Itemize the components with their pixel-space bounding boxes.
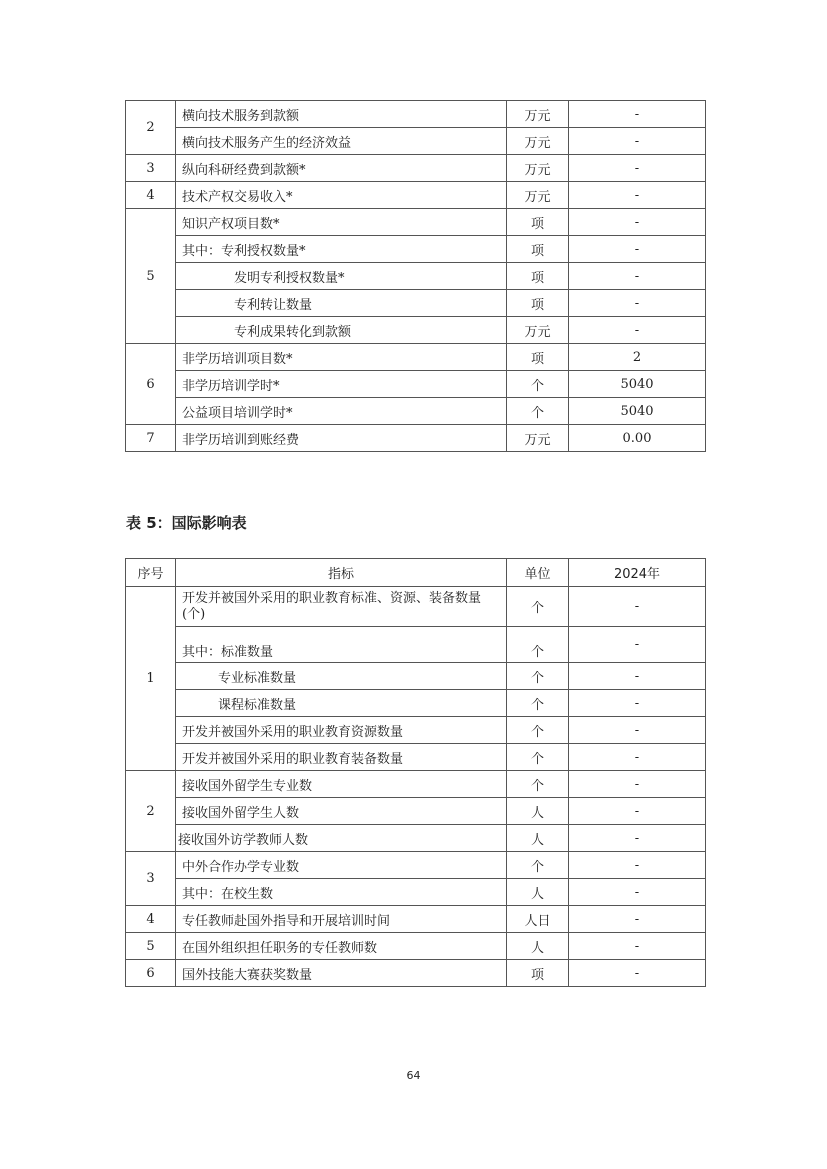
row-unit: 项 (507, 236, 569, 263)
table-row (126, 155, 706, 182)
table-row (126, 209, 706, 236)
row-value: 2 (569, 344, 706, 371)
row-indicator: 非学历培训学时* (176, 371, 507, 398)
row-indicator: 接收国外留学生专业数 (176, 771, 507, 798)
row-unit: 个 (507, 744, 569, 771)
row-value: 5040 (569, 398, 706, 425)
table-row (126, 425, 706, 452)
row-unit: 万元 (507, 425, 569, 452)
row-indicator: 纵向科研经费到款额* (176, 155, 507, 182)
row-indicator: 中外合作办学专业数 (176, 852, 507, 879)
table-row (126, 663, 706, 690)
table-row (126, 128, 706, 155)
row-indicator: 非学历培训项目数* (176, 344, 507, 371)
row-indicator: 知识产权项目数* (176, 209, 507, 236)
row-unit: 个 (507, 852, 569, 879)
row-value: - (569, 663, 706, 690)
row-indicator: 横向技术服务到款额 (176, 101, 507, 128)
row-unit: 个 (507, 371, 569, 398)
row-value: - (569, 128, 706, 155)
row-unit: 个 (507, 398, 569, 425)
row-value: - (569, 182, 706, 209)
table-row (126, 879, 706, 906)
row-unit: 个 (507, 690, 569, 717)
header-unit: 单位 (507, 559, 569, 587)
table-row (126, 371, 706, 398)
row-seq: 7 (126, 425, 176, 452)
row-unit: 人 (507, 798, 569, 825)
row-value: - (569, 690, 706, 717)
row-unit: 项 (507, 960, 569, 987)
table-row (126, 960, 706, 987)
row-unit: 人 (507, 879, 569, 906)
row-value: - (569, 236, 706, 263)
row-seq: 5 (126, 209, 176, 344)
row-unit: 万元 (507, 155, 569, 182)
row-indicator: 接收国外访学教师人数 (176, 825, 507, 852)
row-indicator: 横向技术服务产生的经济效益 (176, 128, 507, 155)
page-number: 64 (406, 1069, 421, 1082)
row-indicator: 发明专利授权数量* (176, 263, 507, 290)
table-row (126, 690, 706, 717)
table-row (126, 771, 706, 798)
table-row (126, 398, 706, 425)
row-unit: 个 (507, 587, 569, 627)
table-header-row (126, 559, 706, 587)
table-row (126, 933, 706, 960)
table-row (126, 182, 706, 209)
table5-caption: 表 5：国际影响表 (126, 514, 247, 532)
row-value: - (569, 933, 706, 960)
row-seq: 3 (126, 852, 176, 906)
row-indicator: 专利转让数量 (176, 290, 507, 317)
row-unit: 个 (507, 627, 569, 663)
row-unit: 项 (507, 344, 569, 371)
row-value: - (569, 101, 706, 128)
row-indicator: 专任教师赴国外指导和开展培训时间 (176, 906, 507, 933)
table-row (126, 852, 706, 879)
header-indicator: 指标 (176, 559, 507, 587)
international-influence-table (125, 558, 706, 987)
row-seq: 3 (126, 155, 176, 182)
row-value: 0.00 (569, 425, 706, 452)
row-unit: 项 (507, 290, 569, 317)
header-year: 2024年 (569, 559, 706, 587)
row-unit: 人 (507, 825, 569, 852)
row-unit: 项 (507, 263, 569, 290)
row-value: - (569, 798, 706, 825)
row-value: 5040 (569, 371, 706, 398)
table-row (126, 236, 706, 263)
row-unit: 万元 (507, 182, 569, 209)
row-indicator: 国外技能大赛获奖数量 (176, 960, 507, 987)
table-row (126, 587, 706, 627)
row-indicator: 专业标准数量 (176, 663, 507, 690)
row-indicator: 非学历培训到账经费 (176, 425, 507, 452)
row-value: - (569, 771, 706, 798)
row-seq: 2 (126, 771, 176, 852)
row-indicator: 开发并被国外采用的职业教育标准、资源、装备数量(个) (176, 587, 507, 627)
row-indicator: 公益项目培训学时* (176, 398, 507, 425)
row-unit: 个 (507, 771, 569, 798)
header-seq: 序号 (126, 559, 176, 587)
row-value: - (569, 906, 706, 933)
row-unit: 项 (507, 209, 569, 236)
row-indicator: 开发并被国外采用的职业教育资源数量 (176, 717, 507, 744)
row-seq: 6 (126, 960, 176, 987)
row-unit: 万元 (507, 101, 569, 128)
row-unit: 万元 (507, 128, 569, 155)
row-value: - (569, 852, 706, 879)
row-value: - (569, 209, 706, 236)
row-value: - (569, 263, 706, 290)
row-unit: 个 (507, 663, 569, 690)
row-indicator: 其中：在校生数 (176, 879, 507, 906)
row-value: - (569, 155, 706, 182)
row-value: - (569, 960, 706, 987)
row-seq: 6 (126, 344, 176, 425)
row-value: - (569, 879, 706, 906)
row-indicator: 课程标准数量 (176, 690, 507, 717)
row-indicator: 在国外组织担任职务的专任教师数 (176, 933, 507, 960)
row-seq: 1 (126, 587, 176, 771)
row-value: - (569, 627, 706, 663)
row-unit: 万元 (507, 317, 569, 344)
row-indicator: 其中：标准数量 (176, 627, 507, 663)
table-row (126, 627, 706, 663)
row-unit: 人 (507, 933, 569, 960)
row-indicator: 其中：专利授权数量* (176, 236, 507, 263)
table-row (126, 798, 706, 825)
row-indicator: 专利成果转化到款额 (176, 317, 507, 344)
row-value: - (569, 290, 706, 317)
row-seq: 4 (126, 182, 176, 209)
row-seq: 5 (126, 933, 176, 960)
row-value: - (569, 825, 706, 852)
row-unit: 个 (507, 717, 569, 744)
table-row (126, 744, 706, 771)
row-value: - (569, 587, 706, 627)
table-row (126, 263, 706, 290)
row-indicator: 技术产权交易收入* (176, 182, 507, 209)
row-seq: 4 (126, 906, 176, 933)
row-value: - (569, 744, 706, 771)
table-row (126, 717, 706, 744)
table-row (126, 317, 706, 344)
science-service-table (125, 100, 706, 452)
row-indicator: 开发并被国外采用的职业教育装备数量 (176, 744, 507, 771)
table-row (126, 906, 706, 933)
table-row (126, 825, 706, 852)
row-value: - (569, 717, 706, 744)
row-indicator: 接收国外留学生人数 (176, 798, 507, 825)
row-unit: 人日 (507, 906, 569, 933)
table-row (126, 101, 706, 128)
row-value: - (569, 317, 706, 344)
table-row (126, 290, 706, 317)
table-row (126, 344, 706, 371)
row-seq: 2 (126, 101, 176, 155)
